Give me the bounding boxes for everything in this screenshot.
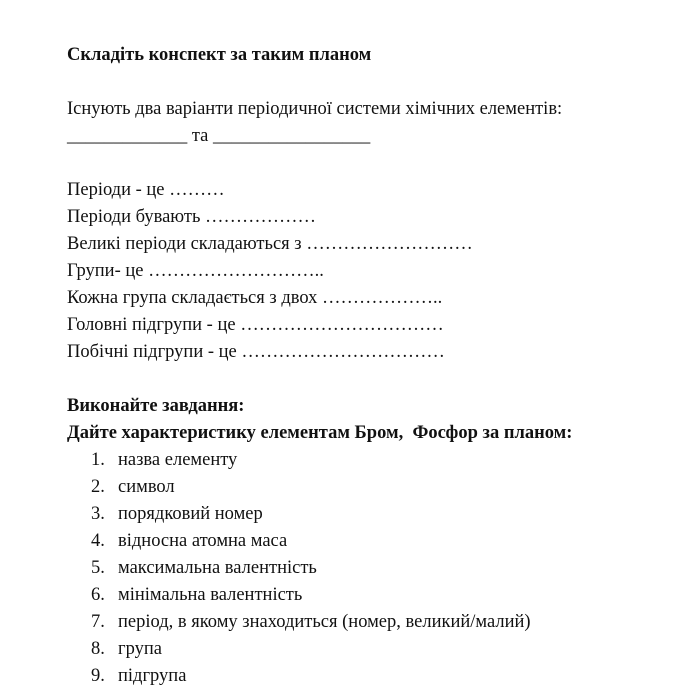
list-item — [67, 447, 680, 474]
list-item — [67, 582, 680, 609]
list-item — [67, 501, 680, 528]
list-item-text: відносна атомна маса — [118, 531, 288, 551]
outline-item-periods: Періоди - це ……… — [67, 180, 225, 200]
list-item — [67, 528, 680, 555]
list-item-number: 6. — [91, 585, 105, 605]
task-list — [67, 447, 680, 690]
spacer — [67, 150, 680, 177]
list-item — [67, 555, 680, 582]
list-item — [67, 636, 680, 663]
intro-line: Існують два варіанти періодичної системи хімічних елементів: — [67, 99, 563, 119]
list-item-text: мінімальна валентність — [118, 585, 303, 605]
list-item-number: 3. — [91, 504, 105, 524]
list-item-text: максимальна валентність — [118, 558, 317, 578]
list-item-text: період, в якому знаходиться (номер, великий/малий) — [118, 612, 531, 632]
tasks-heading: Виконайте завдання: — [67, 396, 245, 416]
document-page — [67, 42, 680, 690]
list-item-number: 5. — [91, 558, 105, 578]
list-item — [67, 663, 680, 690]
list-item-text: підгрупа — [118, 666, 187, 686]
outline-item-side-subgroups: Побічні підгрупи - це …………………………… — [67, 342, 445, 362]
spacer — [67, 366, 680, 393]
outline-item-main-subgroups: Головні підгрупи - це …………………………… — [67, 315, 444, 335]
list-item-text: група — [118, 639, 162, 659]
intro-blanks-line: _____________ та _________________ — [67, 126, 371, 146]
list-item-number: 1. — [91, 450, 105, 470]
list-item-text: порядковий номер — [118, 504, 263, 524]
spacer — [67, 69, 680, 96]
list-item-number: 9. — [91, 666, 105, 686]
tasks-instruction: Дайте характеристику елементам Бром, Фосфор за планом: — [67, 423, 573, 443]
outline-item-period-types: Періоди бувають ……………… — [67, 207, 317, 227]
list-item-number: 2. — [91, 477, 105, 497]
list-item-number: 8. — [91, 639, 105, 659]
list-item-text: символ — [118, 477, 175, 497]
outline-item-group-parts: Кожна група складається з двох ……………….. — [67, 288, 443, 308]
list-item — [67, 609, 680, 636]
outline-item-large-periods: Великі періоди складаються з ……………………… — [67, 234, 473, 254]
list-item — [67, 474, 680, 501]
list-item-text: назва елементу — [118, 450, 238, 470]
list-item-number: 4. — [91, 531, 105, 551]
list-item-number: 7. — [91, 612, 105, 632]
document-title: Складіть конспект за таким планом — [67, 45, 372, 65]
outline-item-groups: Групи- це ……………………….. — [67, 261, 324, 281]
